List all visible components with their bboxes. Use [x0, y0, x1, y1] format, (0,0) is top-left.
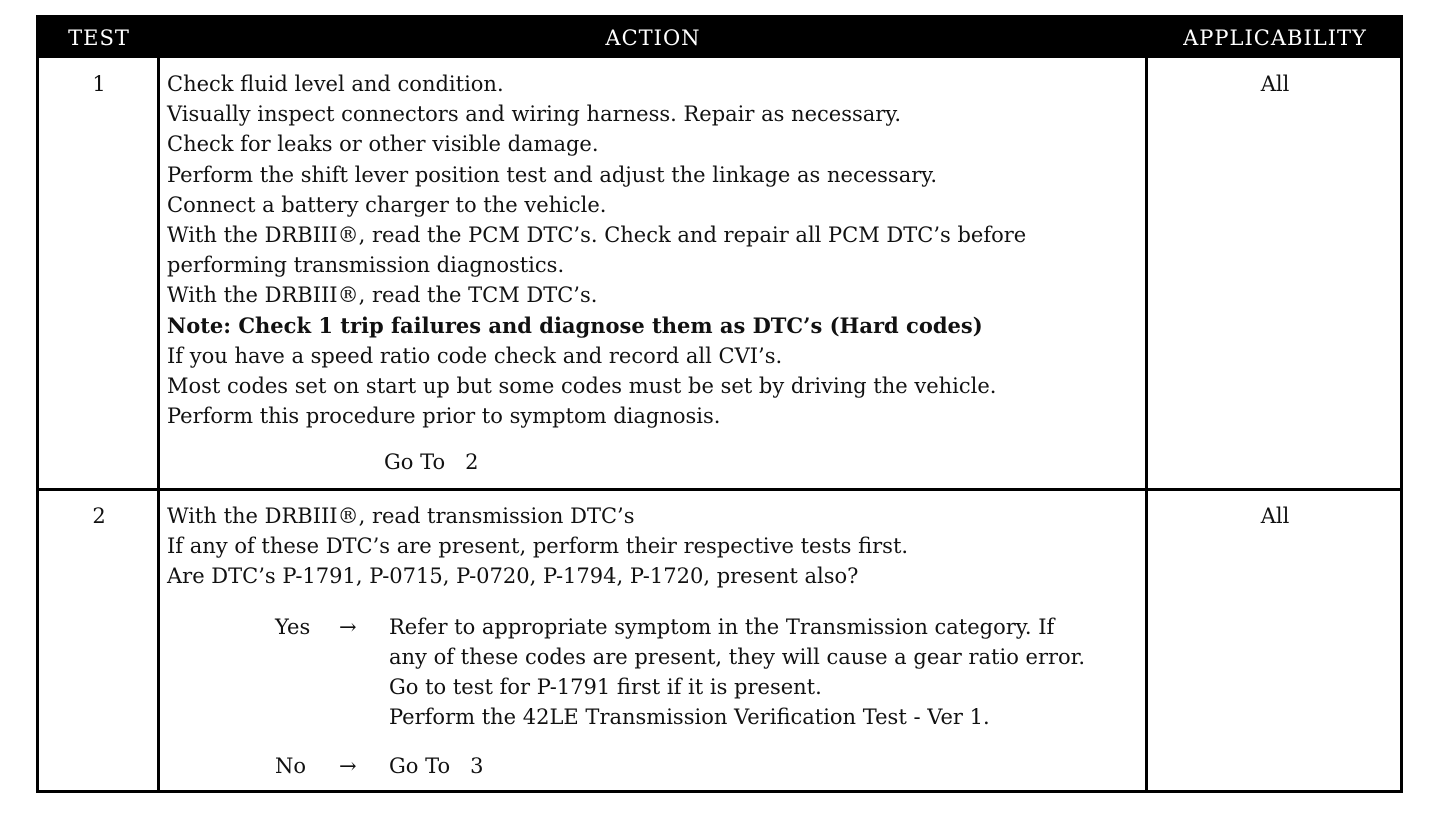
action-line: Perform the shift lever position test and adjust the linkage as necessary. [167, 162, 937, 187]
yes-line: any of these codes are present, they will cause a gear ratio error. [389, 645, 1086, 669]
no-text: Go To 3 [389, 754, 484, 778]
test-number-2: 2 [92, 504, 106, 528]
yes-option [275, 612, 1155, 734]
yes-label: Yes [275, 615, 311, 639]
action-line: With the DRBIII®, read the PCM DTC’s. Check and repair all PCM DTC’s before [167, 223, 1027, 248]
yes-line: Go to test for P-1791 first if it is present. [389, 675, 822, 699]
action-line: Check for leaks or other visible damage. [167, 132, 599, 157]
no-label: No [275, 754, 307, 778]
yes-line: Perform the 42LE Transmission Verification Test - Ver 1. [389, 705, 990, 729]
header-test: TEST [68, 26, 130, 50]
applicability-1: All [1260, 72, 1290, 96]
action-line: Perform this procedure prior to symptom diagnosis. [167, 404, 721, 429]
row-divider [39, 488, 1400, 491]
action-text-1 [167, 69, 1142, 431]
action-line: Visually inspect connectors and wiring harness. Repair as necessary. [167, 102, 902, 127]
action-line: Most codes set on start up but some codes must be set by driving the vehicle. [167, 374, 997, 399]
action-note-line: Note: Check 1 trip failures and diagnose them as DTC’s (Hard codes) [167, 312, 983, 338]
action-line: Check fluid level and condition. [167, 72, 504, 96]
test-number-1: 1 [92, 72, 106, 96]
action-line: With the DRBIII®, read the TCM DTC’s. [167, 283, 598, 308]
arrow-right-icon: → [339, 615, 357, 639]
yes-line: Refer to appropriate symptom in the Transmission category. If [389, 615, 1055, 639]
applicability-2: All [1260, 504, 1290, 528]
header-applicability: APPLICABILITY [1183, 26, 1367, 50]
action-line: Connect a battery charger to the vehicle. [167, 192, 607, 217]
yes-text [389, 612, 1145, 732]
action-line: If you have a speed ratio code check and record all CVI’s. [167, 343, 783, 368]
column-divider [157, 58, 160, 793]
arrow-right-icon: → [339, 754, 357, 778]
no-option [275, 751, 1155, 783]
action-text-2 [167, 501, 1142, 592]
action-line: With the DRBIII®, read transmission DTC’s [167, 504, 635, 528]
table-header [39, 18, 1400, 58]
action-line: Are DTC’s P-1791, P-0715, P-0720, P-1794, P-1720, present also? [167, 564, 859, 589]
action-line: If any of these DTC’s are present, perform their respective tests first. [167, 534, 909, 559]
action-line: performing transmission diagnostics. [167, 253, 565, 278]
diagnostic-table [36, 15, 1403, 793]
header-action: ACTION [605, 26, 701, 50]
goto-step-2: Go To 2 [384, 450, 479, 474]
